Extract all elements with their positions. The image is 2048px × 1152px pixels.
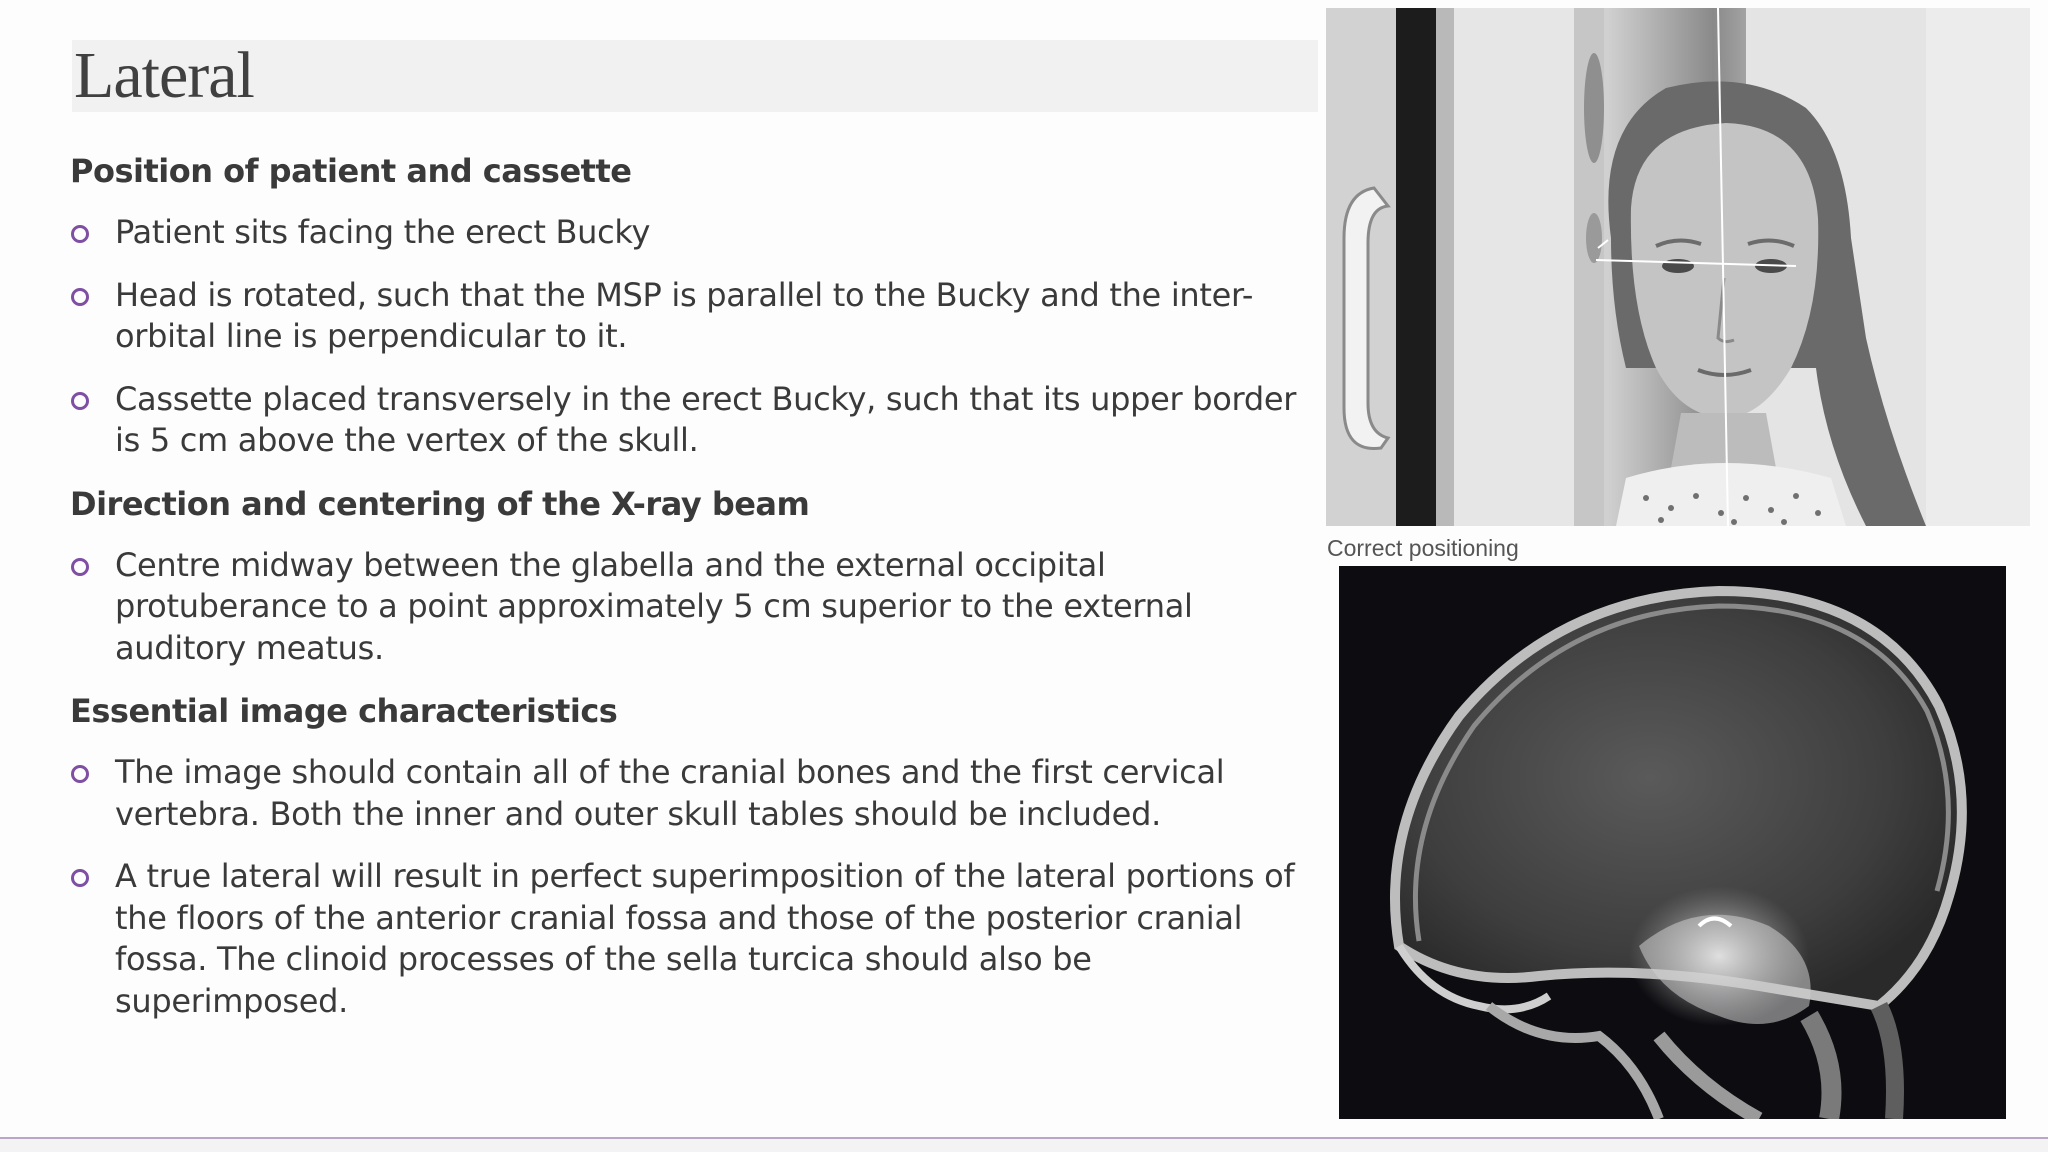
patient-photo-illustration [1326,8,2030,526]
bullet-item [70,212,1320,254]
bullet-circle-icon [71,392,89,410]
photo-caption: Correct positioning [1327,535,1519,561]
lateral-skull-xray [1339,566,2006,1119]
section-heading-characteristics: Essential image characteristics [70,692,618,730]
bullet-circle-icon [71,225,89,243]
bottom-strip [0,1139,2048,1152]
bullet-item [70,545,1320,670]
section-heading-position: Position of patient and cassette [70,152,632,190]
bullet-item [70,856,1320,1022]
bullet-circle-icon [71,869,89,887]
section-heading-direction: Direction and centering of the X-ray beam [70,484,810,523]
bullet-circle-icon [71,765,89,783]
bullet-item [70,752,1320,835]
slide-title: Lateral [74,39,254,112]
slide-content [70,150,1320,1043]
skull-xray-illustration [1339,566,2006,1119]
bullet-circle-icon [71,288,89,306]
bullet-text: A true lateral will result in perfect superimposition of the lateral portions of the floors of the anterior cranial fossa and those of the posterior cranial fossa. The clinoid processes of the sella turcica should also be superimposed. [115,857,1295,1020]
bullet-text: Cassette placed transversely in the erect Bucky, such that its upper border is 5 cm above the vertex of the skull. [115,379,1297,459]
bullet-text: The image should contain all of the cranial bones and the first cervical vertebra. Both the inner and outer skull tables should be included. [115,753,1225,833]
bullet-item [70,379,1320,462]
bullet-text: Centre midway between the glabella and the external occipital protuberance to a point approximately 5 cm superior to the external auditory meatus. [115,545,1193,667]
patient-positioning-photo [1326,8,2030,526]
bullet-text: Head is rotated, such that the MSP is parallel to the Bucky and the inter-orbital line is perpendicular to it. [115,275,1254,355]
bullet-text: Patient sits facing the erect Bucky [115,213,651,251]
bullet-item [70,275,1320,358]
bullet-circle-icon [71,558,89,576]
title-bar [72,40,1318,112]
